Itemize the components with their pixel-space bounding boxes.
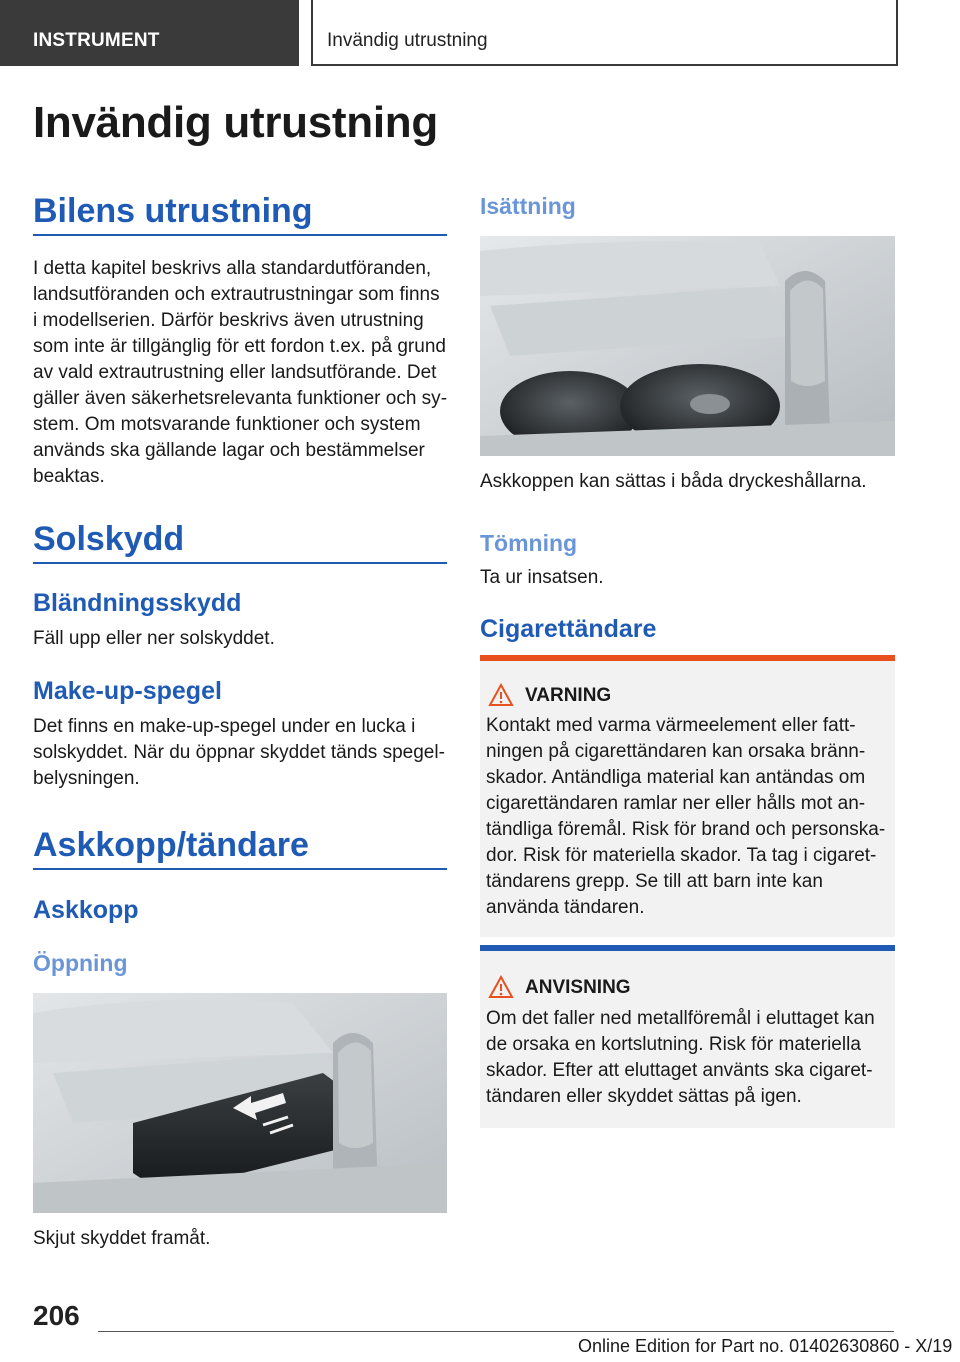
heading-isattning: Isättning: [480, 193, 576, 219]
warning-text: Kontakt med varma värmeelement eller fattningen på cigarettändaren kan orsaka brännskador. Antändliga material kan antändas om cigarettändaren ramlar ner eller hålls mot antändliga föremål. Risk för brand och personskador. Risk för materiella skador. Ta tag i cigarettändarens grepp. Se till att barn inte kan använda tändaren.: [486, 715, 886, 918]
heading-cigarettandare: Cigarettändare: [480, 615, 657, 643]
notice-triangle-icon: [488, 975, 514, 999]
heading-askkopp-tandare: Askkopp/tändare: [33, 826, 309, 864]
tomning-text: Ta ur insatsen.: [480, 567, 604, 588]
makeup-text: Det finns en make-up-spegel under en lucka i solskyddet. När du öppnar skyddet tänds spegelbelysningen.: [33, 716, 445, 789]
heading-rule: [33, 868, 447, 870]
heading-askkopp: Askkopp: [33, 896, 139, 924]
footer-rule: [98, 1331, 894, 1332]
oppning-caption: Skjut skyddet framåt.: [33, 1228, 211, 1249]
footer-edition: Online Edition for Part no. 01402630860 - X/19: [578, 1336, 953, 1356]
warning-title: VARNING: [525, 685, 612, 706]
ashtray-opening-photo: [33, 993, 447, 1213]
bilens-text: I detta kapitel beskrivs alla standardutföranden, landsutföranden och extrautrustningar som finns i modellserien. Därför beskrivs även utrustning som inte är tillgänglig för ett fordon t.ex. på grund av vald extrautrustning eller landsutförande. Det gäller även säkerhetsrelevanta funktioner och system. Om motsvarande funktioner och system används ska gällande lagar och bestämmelser beaktas.: [33, 258, 448, 487]
page-title: Invändig utrustning: [33, 98, 438, 147]
blandning-text: Fäll upp eller ner solskyddet.: [33, 628, 275, 649]
heading-rule: [33, 562, 447, 564]
heading-blandningsskydd: Bländningsskydd: [33, 589, 242, 617]
chapter-tab: [311, 0, 898, 66]
heading-rule: [33, 234, 447, 236]
notice-bar: [480, 945, 895, 951]
section-label: INSTRUMENT: [33, 30, 160, 51]
heading-solskydd: Solskydd: [33, 520, 185, 558]
heading-oppning: Öppning: [33, 950, 128, 976]
warning-box: [480, 655, 895, 937]
chapter-label: Invändig utrustning: [327, 30, 488, 51]
ashtray-insert-photo: [480, 236, 895, 456]
section-tab: [0, 0, 299, 66]
heading-tomning: Tömning: [480, 530, 578, 556]
warning-triangle-icon: [488, 683, 514, 707]
notice-title: ANVISNING: [525, 977, 631, 998]
heading-bilens-utrustning: Bilens utrustning: [33, 192, 313, 230]
heading-make-up-spegel: Make-up-spegel: [33, 677, 222, 705]
page-number: 206: [33, 1300, 80, 1331]
notice-text: Om det faller ned metallföremål i eluttaget kan de orsaka en kortslutning. Risk för materiella skador. Efter att eluttaget använts ska cigarettändaren eller skyddet sättas på igen.: [486, 1008, 875, 1107]
isattning-caption: Askkoppen kan sättas i båda dryckeshållarna.: [480, 471, 867, 492]
notice-box: [480, 945, 895, 1128]
warning-bar: [480, 655, 895, 661]
